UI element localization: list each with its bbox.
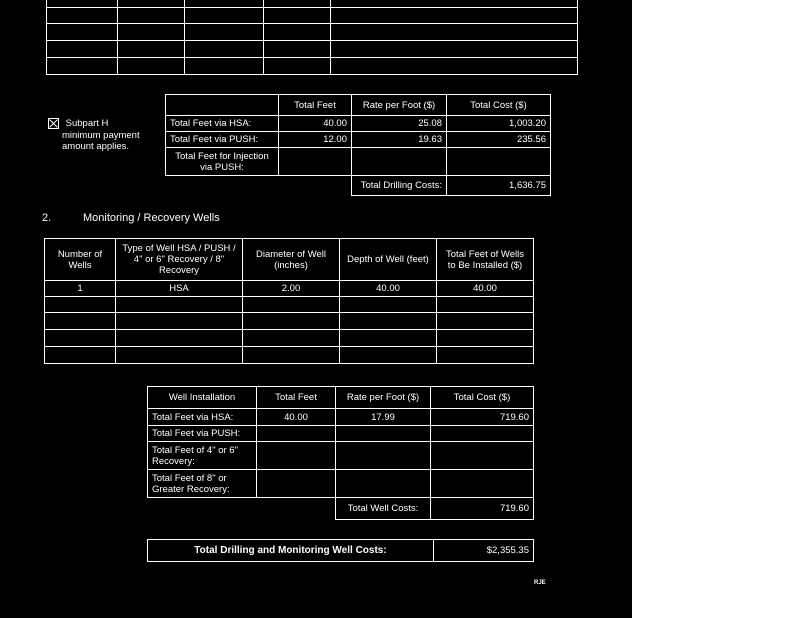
cell-type: HSA <box>116 281 243 297</box>
drilling-header-feet: Total Feet <box>279 95 352 116</box>
grand-total-table <box>147 539 534 562</box>
total-well-value: 719.60 <box>431 498 534 520</box>
row-label: Total Feet for Injection via PUSH: <box>166 148 279 176</box>
row-label: Total Feet via PUSH: <box>148 426 257 442</box>
drilling-header-cost: Total Cost ($) <box>447 95 551 116</box>
drilling-header-rate: Rate per Foot ($) <box>352 95 447 116</box>
table-row <box>166 132 551 148</box>
cell-total: 40.00 <box>437 281 534 297</box>
drilling-cost-table <box>165 94 551 196</box>
row-label: Total Feet via HSA: <box>166 116 279 132</box>
total-drilling-value: 1,636.75 <box>447 176 551 196</box>
cell-total <box>437 347 534 364</box>
cell-number <box>45 330 116 347</box>
row-label: Total Feet of 8" or Greater Recovery: <box>148 470 257 498</box>
wells-header-number: Number of Wells <box>45 239 116 281</box>
drilling-header-blank <box>166 95 279 116</box>
table-row <box>45 313 534 330</box>
table-row <box>148 470 534 498</box>
cell-depth <box>340 297 437 313</box>
cell-number: 1 <box>45 281 116 297</box>
grand-total-value: $2,355.35 <box>434 540 534 562</box>
row-rate <box>352 148 447 176</box>
row-feet <box>257 442 336 470</box>
install-header-cost: Total Cost ($) <box>431 387 534 409</box>
cell-total <box>437 313 534 330</box>
wells-header-type: Type of Well HSA / PUSH / 4" or 6" Recovery / 8" Recovery <box>116 239 243 281</box>
row-feet <box>257 470 336 498</box>
row-cost <box>447 148 551 176</box>
subpart-note <box>48 118 108 129</box>
cell-type <box>116 313 243 330</box>
install-header-label: Well Installation <box>148 387 257 409</box>
row-feet: 40.00 <box>279 116 352 132</box>
install-header-rate: Rate per Foot ($) <box>336 387 431 409</box>
row-cost: 1,003.20 <box>447 116 551 132</box>
cell-number <box>45 313 116 330</box>
cell-diameter: 2.00 <box>243 281 340 297</box>
row-cost <box>431 426 534 442</box>
row-feet <box>279 148 352 176</box>
subpart-note-line1: minimum payment <box>62 130 140 141</box>
section-heading <box>42 212 220 225</box>
initials: RJE <box>534 580 546 586</box>
subpart-label: Subpart H <box>65 118 109 130</box>
row-label: Total Feet via HSA: <box>148 409 257 426</box>
install-header-feet: Total Feet <box>257 387 336 409</box>
table-row <box>166 116 551 132</box>
section-title: Monitoring / Recovery Wells <box>83 212 220 224</box>
cell-total <box>437 297 534 313</box>
table-row <box>45 347 534 364</box>
table-row <box>45 281 534 297</box>
cell-depth <box>340 347 437 364</box>
row-rate <box>336 442 431 470</box>
cell-depth: 40.00 <box>340 281 437 297</box>
cell-number <box>45 297 116 313</box>
subpart-note-line2: amount applies. <box>62 141 130 152</box>
cell-diameter <box>243 347 340 364</box>
top-partial-table <box>46 0 578 75</box>
wells-header-diameter: Diameter of Well (inches) <box>243 239 340 281</box>
row-label: Total Feet of 4" or 6" Recovery: <box>148 442 257 470</box>
row-cost: 719.60 <box>431 409 534 426</box>
cell-type <box>116 297 243 313</box>
table-row <box>45 330 534 347</box>
cell-diameter <box>243 313 340 330</box>
row-rate: 25.08 <box>352 116 447 132</box>
cell-number <box>45 347 116 364</box>
row-feet: 12.00 <box>279 132 352 148</box>
well-installation-table <box>147 386 534 520</box>
row-rate <box>336 470 431 498</box>
row-rate <box>336 426 431 442</box>
cell-depth <box>340 313 437 330</box>
cell-depth <box>340 330 437 347</box>
cell-type <box>116 330 243 347</box>
row-feet: 40.00 <box>257 409 336 426</box>
table-row <box>148 409 534 426</box>
table-row <box>148 442 534 470</box>
row-rate: 19.63 <box>352 132 447 148</box>
grand-total-label: Total Drilling and Monitoring Well Costs: <box>148 540 434 562</box>
cell-type <box>116 347 243 364</box>
row-cost <box>431 470 534 498</box>
row-rate: 17.99 <box>336 409 431 426</box>
row-feet <box>257 426 336 442</box>
row-cost: 235.56 <box>447 132 551 148</box>
wells-header-depth: Depth of Well (feet) <box>340 239 437 281</box>
total-drilling-label: Total Drilling Costs: <box>352 176 447 196</box>
wells-header-total: Total Feet of Wells to Be Installed ($) <box>437 239 534 281</box>
table-row <box>45 297 534 313</box>
table-row <box>166 148 551 176</box>
checked-box-icon <box>48 118 59 129</box>
cell-diameter <box>243 330 340 347</box>
wells-table <box>44 238 534 364</box>
cell-total <box>437 330 534 347</box>
table-row <box>148 426 534 442</box>
cell-diameter <box>243 297 340 313</box>
total-well-label: Total Well Costs: <box>336 498 431 520</box>
row-label: Total Feet via PUSH: <box>166 132 279 148</box>
section-number: 2. <box>42 212 52 224</box>
row-cost <box>431 442 534 470</box>
